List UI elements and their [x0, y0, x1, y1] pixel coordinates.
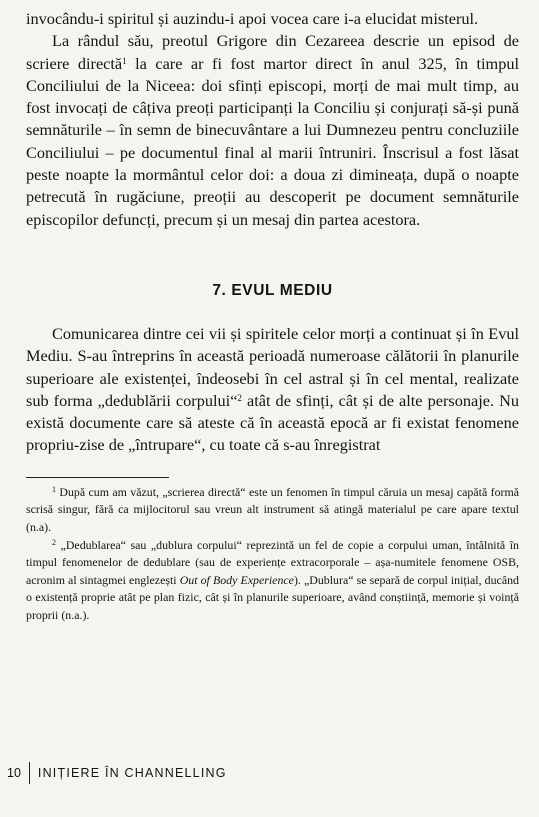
paragraph-middle-ages: [26, 323, 519, 457]
page-number: 10: [7, 766, 21, 780]
footnote-ref-1[interactable]: 1: [122, 55, 127, 66]
main-text: [26, 8, 519, 457]
footnote-text: „Dedublarea“ sau „dublura corpului“ reprezintă un fel de copie a corpului uman, întâlnită în timpul fenomenelor de dedublare (sau de experiențe extracorporale – așa-numitele fenomene OSB, acronim al sintagmei englezești: [26, 537, 519, 587]
running-title: INIȚIERE ÎN CHANNELLING: [37, 766, 227, 780]
footnote-1: [26, 484, 519, 537]
page-footer: [7, 762, 227, 784]
paragraph-text: la care ar fi fost martor direct în anul 325, în timpul Conciliului de la Niceea: doi sfinți episcopi, morți de mai mult timp, au fost invocați de câțiva preoți participanți la Conciliu și conjurați să-și pună semnăturile – în semn de binecuvântare a lui Dumnezeu pentru concluziile Conciliului – pe documentul final al marii întruniri. Înscrisul a fost lăsat peste noapte la mormântul celor doi: a doua zi dimineața, după o noapte petrecută în rugăciune, preoții au descoperit pe document semnăturile episcopilor defuncți, precum și un mesaj din partea acestora.: [26, 53, 519, 229]
footnote-marker: 2: [52, 537, 56, 547]
footnote-italic-term: Out of Body Experience: [179, 572, 294, 587]
footnote-2: [26, 537, 519, 625]
footnote-ref-2[interactable]: 2: [237, 392, 242, 403]
paragraph-continuation: invocându-i spiritul și auzindu-i apoi vocea care i-a elucidat misterul.: [26, 9, 479, 28]
book-page: [26, 8, 519, 625]
footnotes: [26, 484, 519, 625]
footer-divider: [29, 762, 30, 784]
footnote-marker: 1: [52, 484, 56, 494]
paragraph-text: La rândul său, preotul Grigore din Cezareea descrie un episod de scriere directă: [26, 31, 519, 73]
paragraph-text: atât de sfinți, cât și de alte personaje. Nu există documente care să ateste că în această epocă ar fi existat fenomene propriu-zise de „întrupare“, cu toate că s-au înregistrat: [26, 390, 520, 455]
footnote-text: ). „Dublura“ se separă de corpul inițial, ducând o existență proprie atât pe plan fizic, cât și în planurile superioare, având conștiință, memorie și voință proprii (n.a.).: [26, 572, 519, 622]
footnote-divider: [26, 477, 169, 478]
footnote-text: După cum am văzut, „scrierea directă“ este un fenomen în timpul căruia un mesaj capătă formă scrisă singur, fără ca mijlocitorul sau vreun alt instrument să atingă materialul pe care apare textul (n.a).: [26, 484, 519, 534]
section-heading: 7. EVUL MEDIU: [212, 281, 333, 299]
paragraph-text: Comunicarea dintre cei vii și spiritele celor morți a continuat și în Evul Mediu. S-au întreprins în această perioadă numeroase călătorii în planurile superioare ale existenței, îndeosebi în cel astral și în cel mental, realizate sub forma „dedublării corpului“: [26, 323, 519, 410]
paragraph-gregory: [26, 30, 519, 231]
